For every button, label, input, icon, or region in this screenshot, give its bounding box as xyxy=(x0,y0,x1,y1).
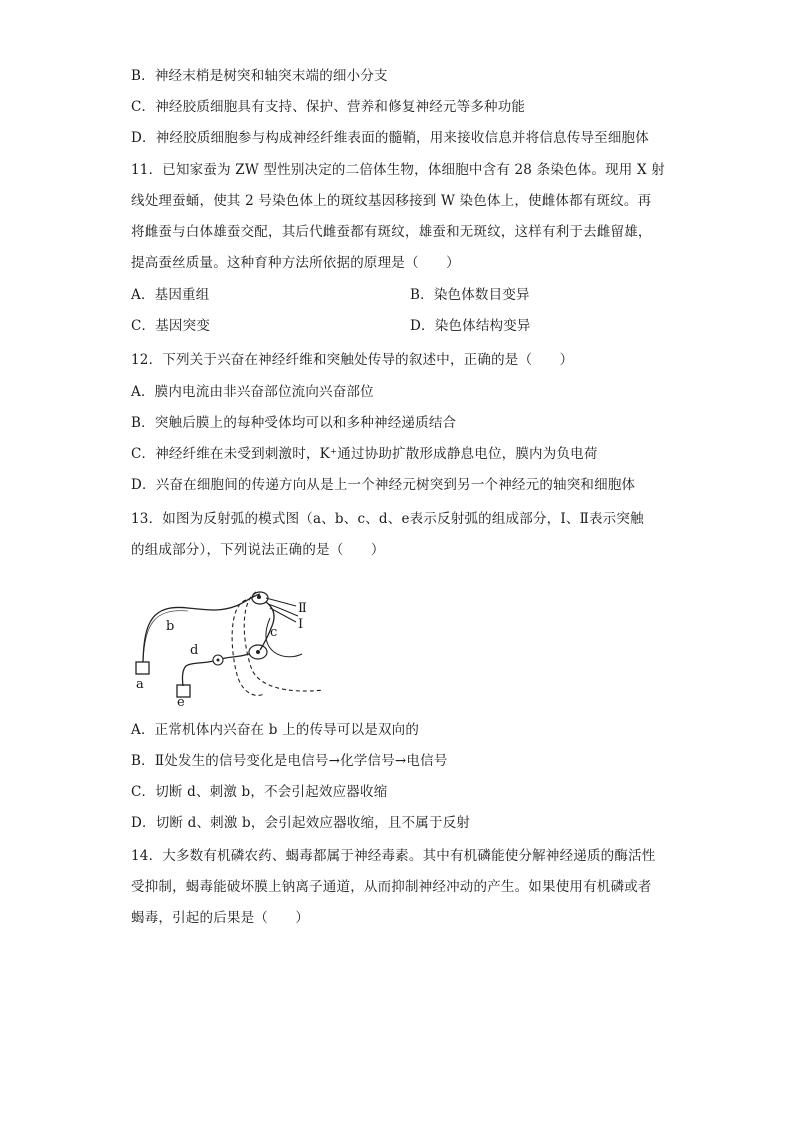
q11-stem-line-3: 将雌蚕与白体雄蚕交配，其后代雌蚕都有斑纹，雄蚕和无斑纹，这样有利于去雌留雄， xyxy=(131,224,652,240)
q12-option-d: D．兴奋在细胞间的传递方向从是上一个神经元树突到另一个神经元的轴突和细胞体 xyxy=(131,477,636,493)
gray-matter-outline xyxy=(244,592,324,691)
receptor-a-box xyxy=(136,662,149,674)
reflex-arc-diagram xyxy=(128,582,324,706)
q14-stem-line-2: 受抑制，蝎毒能破坏膜上钠离子通道，从而抑制神经冲动的产生。如果使用有机磷或者 xyxy=(131,879,652,895)
q10-option-d: D．神经胶质细胞参与构成神经纤维表面的髓鞘，用来接收信息并将信息传导至细胞体 xyxy=(131,130,649,146)
spinal-cord-outline xyxy=(232,600,264,695)
q11-stem-line-2: 线处理蚕蛹，使其 2 号染色体上的斑纹基因移接到 W 染色体上，使雌体都有斑纹。再 xyxy=(131,193,652,209)
q14-stem-line-3: 蝎毒，引起的后果是（ ） xyxy=(131,910,310,926)
q10-option-b: B．神经末梢是树突和轴突末端的细小分支 xyxy=(131,68,388,84)
q11-stem-line-4: 提高蚕丝质量。这种育种方法所依据的原理是（ ） xyxy=(131,255,460,271)
q13-stem-line-2: 的组成部分），下列说法正确的是（ ） xyxy=(131,542,385,558)
q12-option-a: A．膜内电流由非兴奋部位流向兴奋部位 xyxy=(131,384,374,400)
q11-option-b: B．染色体数目变异 xyxy=(410,287,530,303)
q13-option-a: A．正常机体内兴奋在 b 上的传导可以是双向的 xyxy=(131,722,420,738)
q11-option-d: D．染色体结构变异 xyxy=(410,318,531,334)
q11-option-c: C．基因突变 xyxy=(131,318,211,334)
q12-option-b: B．突触后膜上的每种受体均可以和多种神经递质结合 xyxy=(131,415,457,431)
label-d: d xyxy=(190,643,199,658)
q11-option-a: A．基因重组 xyxy=(131,287,210,303)
q12-option-c: C．神经纤维在未受到刺激时，K⁺通过协助扩散形成静息电位，膜内为负电荷 xyxy=(131,446,598,462)
label-roman-2: Ⅱ xyxy=(298,601,307,616)
afferent-nerve-b xyxy=(143,594,260,662)
efferent-node-center xyxy=(217,659,220,662)
label-c: c xyxy=(270,625,278,640)
q13-option-c: C．切断 d、刺激 b，不会引起效应器收缩 xyxy=(131,784,388,800)
q13-option-b: B．Ⅱ处发生的信号变化是电信号→化学信号→电信号 xyxy=(131,753,448,769)
label-e: e xyxy=(177,695,185,706)
q11-stem-line-1: 11．已知家蚕为 ZW 型性别决定的二倍体生物，体细胞中含有 28 条染色体。现用 X 射 xyxy=(131,162,665,178)
q13-option-d: D．切断 d、刺激 b，会引起效应器收缩，且不属于反射 xyxy=(131,815,471,831)
reflex-arc-svg xyxy=(128,582,324,706)
q13-stem-line-1: 13．如图为反射弧的模式图（a、b、c、d、e表示反射弧的组成部分，Ⅰ、Ⅱ表示突触 xyxy=(131,511,644,527)
efferent-nucleus xyxy=(256,650,260,654)
label-b: b xyxy=(166,619,175,634)
label-roman-1: Ⅰ xyxy=(298,617,304,632)
q14-stem-line-1: 14．大多数有机磷农药、蝎毒都属于神经毒素。其中有机磷能使分解神经递质的酶活性 xyxy=(131,848,656,864)
ganglion-nucleus xyxy=(257,595,261,599)
label-a: a xyxy=(136,677,144,692)
q12-stem: 12．下列关于兴奋在神经纤维和突触处传导的叙述中，正确的是（ ） xyxy=(131,352,574,368)
q10-option-c: C．神经胶质细胞具有支持、保护、营养和修复神经元等多种功能 xyxy=(131,99,526,115)
